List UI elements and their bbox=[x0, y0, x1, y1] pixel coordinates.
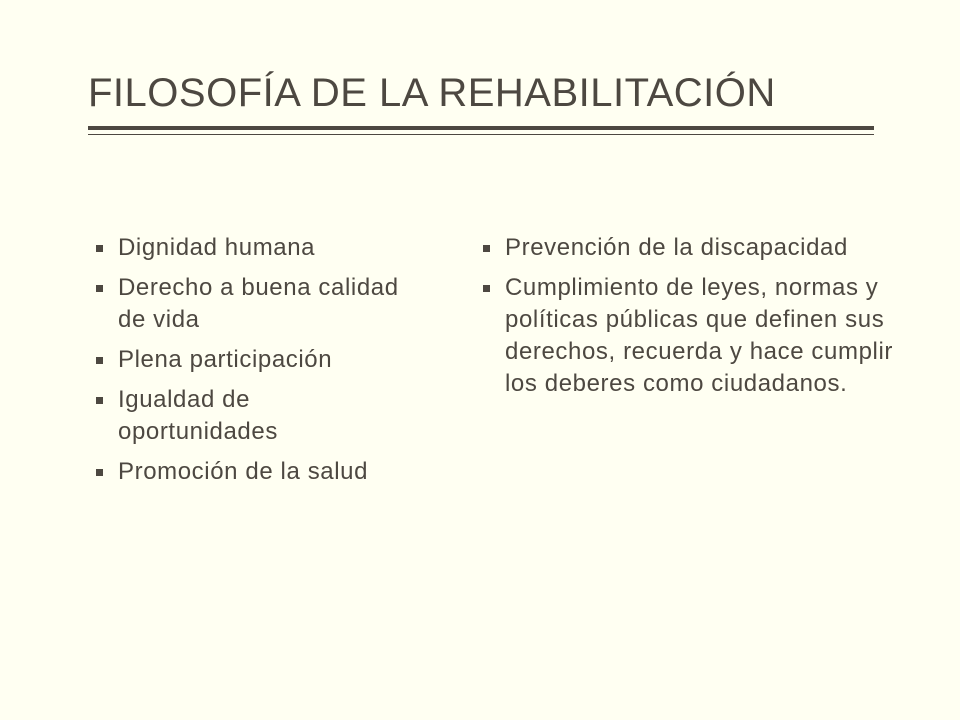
list-item bbox=[477, 272, 897, 400]
square-bullet-icon bbox=[483, 285, 490, 292]
list-item-text: Igualdad de oportunidades bbox=[118, 386, 278, 445]
list-item bbox=[90, 232, 400, 264]
square-bullet-icon bbox=[96, 357, 103, 364]
list-item-text: Derecho a buena calidad de vida bbox=[118, 274, 399, 333]
title-divider-thick bbox=[88, 126, 874, 130]
square-bullet-icon bbox=[96, 285, 103, 292]
list-item bbox=[90, 272, 400, 336]
title-divider-thin bbox=[88, 134, 874, 135]
square-bullet-icon bbox=[96, 469, 103, 476]
right-bullet-list bbox=[477, 232, 897, 408]
list-item-text: Dignidad humana bbox=[118, 234, 316, 261]
list-item-text: Prevención de la discapacidad bbox=[505, 234, 848, 261]
list-item bbox=[90, 456, 400, 488]
slide-title: FILOSOFÍA DE LA REHABILITACIÓN bbox=[88, 71, 776, 115]
list-item-text: Cumplimiento de leyes, normas y políticas públicas que definen sus derechos, recuerda y hace cumplir los deberes como ciudadanos. bbox=[505, 274, 893, 397]
list-item-text: Promoción de la salud bbox=[118, 458, 369, 485]
list-item bbox=[90, 344, 400, 376]
square-bullet-icon bbox=[96, 397, 103, 404]
square-bullet-icon bbox=[96, 245, 103, 252]
list-item-text: Plena participación bbox=[118, 346, 333, 373]
list-item bbox=[477, 232, 897, 264]
left-bullet-list bbox=[90, 232, 400, 496]
list-item bbox=[90, 384, 400, 448]
square-bullet-icon bbox=[483, 245, 490, 252]
